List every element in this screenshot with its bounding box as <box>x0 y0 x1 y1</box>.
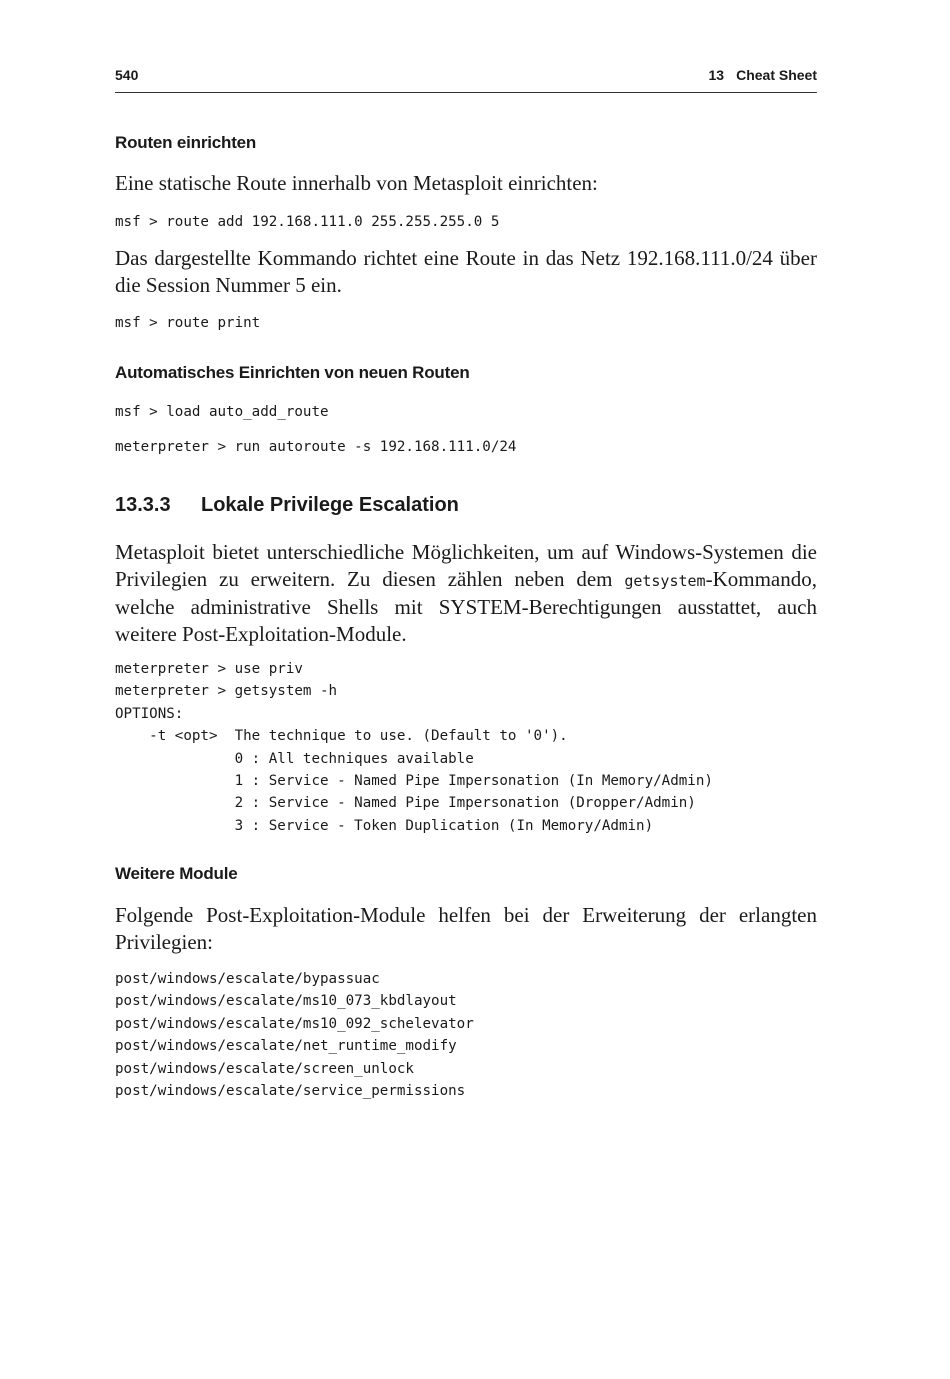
section-number: 13.3.3 <box>115 494 171 516</box>
module-path: post/windows/escalate/bypassuac <box>115 971 380 987</box>
autoroute-command: meterpreter > run autoroute -s 192.168.111.0/24 <box>115 439 517 455</box>
modules-intro: Folgende Post-Exploitation-Module helfen bei der Erweiterung der erlangten Privilegien: <box>115 903 817 954</box>
page-number: 540 <box>115 67 139 83</box>
route-add-command: msf > route add 192.168.111.0 255.255.255.0 5 <box>115 214 500 230</box>
routes-heading: Routen einrichten <box>115 133 257 152</box>
module-path: post/windows/escalate/service_permissions <box>115 1083 466 1100</box>
running-header <box>115 66 817 93</box>
getsystem-code-block <box>115 658 713 837</box>
code-line: -t <opt> The technique to use. (Default to '0'). <box>115 728 568 745</box>
load-auto-add-route-command: msf > load auto_add_route <box>115 404 329 420</box>
modules-heading: Weitere Module <box>115 864 238 883</box>
code-line: 3 : Service - Token Duplication (In Memory/Admin) <box>115 817 654 834</box>
chapter-reference <box>709 67 818 83</box>
chapter-title: Cheat Sheet <box>736 67 817 83</box>
code-line: 1 : Service - Named Pipe Impersonation (In Memory/Admin) <box>115 773 713 790</box>
module-list <box>115 968 474 1102</box>
module-path: post/windows/escalate/net_runtime_modify <box>115 1038 457 1055</box>
routes-intro: Eine statische Route innerhalb von Metasploit einrichten: <box>115 171 598 195</box>
book-page <box>115 0 817 1379</box>
getsystem-inline-code: getsystem <box>624 571 706 590</box>
privilege-escalation-paragraph <box>115 539 817 647</box>
module-path: post/windows/escalate/screen_unlock <box>115 1060 414 1077</box>
section-title: Lokale Privilege Escalation <box>201 494 459 516</box>
paragraph-text-end: -Kommando, welche administrative Shells mit SYSTEM-Berechtigungen ausstattet, auch weitere Post-Exploitation-Module. <box>115 566 817 646</box>
route-print-command: msf > route print <box>115 315 261 331</box>
section-heading <box>115 494 459 517</box>
code-line: OPTIONS: <box>115 705 184 722</box>
paragraph-text-start: Metasploit bietet unterschiedliche Möglichkeiten, um auf Windows-Systemen die Privilegien zu erweitern. Zu diesen zählen neben dem <box>115 540 817 591</box>
module-path: post/windows/escalate/ms10_092_schelevator <box>115 1015 474 1032</box>
code-line: meterpreter > getsystem -h <box>115 683 338 700</box>
code-line: 0 : All techniques available <box>115 750 474 767</box>
auto-routes-heading: Automatisches Einrichten von neuen Routen <box>115 363 470 382</box>
code-line: 2 : Service - Named Pipe Impersonation (Dropper/Admin) <box>115 795 696 812</box>
routes-description: Das dargestellte Kommando richtet eine Route in das Netz 192.168.111.0/24 über die Session Nummer 5 ein. <box>115 246 817 297</box>
module-path: post/windows/escalate/ms10_073_kbdlayout <box>115 993 457 1010</box>
chapter-number: 13 <box>708 67 725 83</box>
code-line: meterpreter > use priv <box>115 661 303 677</box>
